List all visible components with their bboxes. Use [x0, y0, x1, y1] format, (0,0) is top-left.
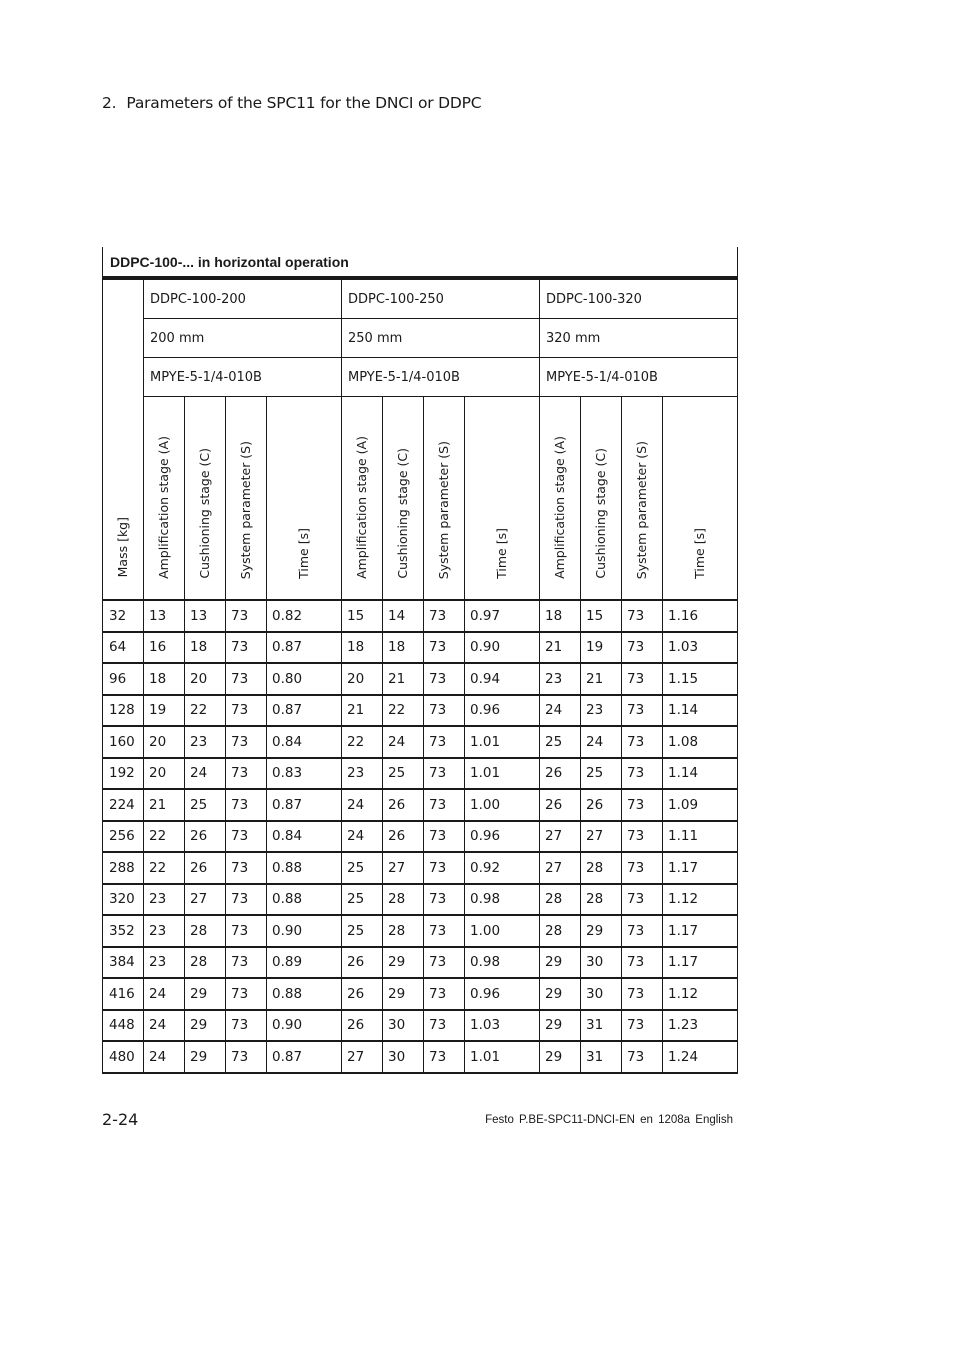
table-cell: 0.96 — [465, 821, 540, 853]
table-cell: 0.88 — [267, 978, 342, 1010]
table-cell: 73 — [226, 758, 267, 790]
table-cell: 0.96 — [465, 978, 540, 1010]
column-header-label: Time [s] — [692, 528, 707, 579]
table-cell: 26 — [540, 758, 581, 790]
table-cell: 26 — [185, 852, 226, 884]
table-cell: 22 — [144, 821, 185, 853]
table-cell: 73 — [424, 600, 465, 632]
table-body — [103, 600, 738, 1073]
table-cell: 26 — [383, 789, 424, 821]
table-cell: 29 — [540, 1041, 581, 1073]
table-row — [103, 947, 738, 979]
table-cell: 73 — [424, 978, 465, 1010]
column-header — [267, 397, 342, 601]
table-cell: 73 — [226, 821, 267, 853]
table-cell: 28 — [581, 852, 622, 884]
table-row — [103, 1010, 738, 1042]
group-model-1: DDPC-100-200 — [144, 278, 342, 319]
table-cell: 1.00 — [465, 915, 540, 947]
table-cell: 25 — [383, 758, 424, 790]
table-cell: 31 — [581, 1041, 622, 1073]
table-cell: 0.90 — [267, 1010, 342, 1042]
table-cell: 25 — [185, 789, 226, 821]
table-cell: 73 — [622, 915, 663, 947]
table-cell: 73 — [424, 852, 465, 884]
table-cell: 1.17 — [663, 915, 738, 947]
table-row — [103, 632, 738, 664]
table-cell: 1.12 — [663, 884, 738, 916]
table-cell: 23 — [540, 663, 581, 695]
column-header — [465, 397, 540, 601]
table-cell: 23 — [342, 758, 383, 790]
mass-cell: 480 — [103, 1041, 144, 1073]
table-cell: 22 — [185, 695, 226, 727]
table-cell: 73 — [424, 726, 465, 758]
column-header — [342, 397, 383, 601]
table-cell: 73 — [424, 947, 465, 979]
table-cell: 0.84 — [267, 726, 342, 758]
table-cell: 25 — [342, 884, 383, 916]
table-cell: 27 — [185, 884, 226, 916]
page-number: 2-24 — [102, 1110, 139, 1129]
table-cell: 1.24 — [663, 1041, 738, 1073]
table-cell: 73 — [226, 1041, 267, 1073]
table-cell: 15 — [581, 600, 622, 632]
table-cell: 20 — [185, 663, 226, 695]
table-cell: 30 — [383, 1010, 424, 1042]
table-cell: 73 — [424, 1041, 465, 1073]
column-header-label: Cushioning stage (C) — [593, 448, 608, 579]
table-cell: 30 — [581, 978, 622, 1010]
mass-cell: 448 — [103, 1010, 144, 1042]
table-cell: 28 — [581, 884, 622, 916]
mass-cell: 384 — [103, 947, 144, 979]
table-cell: 1.14 — [663, 695, 738, 727]
table-cell: 73 — [424, 758, 465, 790]
table-cell: 24 — [144, 1010, 185, 1042]
table-cell: 1.23 — [663, 1010, 738, 1042]
table-cell: 29 — [185, 1041, 226, 1073]
mass-cell: 192 — [103, 758, 144, 790]
table-cell: 23 — [144, 884, 185, 916]
group-stroke-2: 250 mm — [342, 319, 540, 358]
table-cell: 24 — [185, 758, 226, 790]
table-cell: 1.15 — [663, 663, 738, 695]
table-cell: 24 — [144, 978, 185, 1010]
table-cell: 27 — [383, 852, 424, 884]
table-cell: 73 — [226, 600, 267, 632]
table-cell: 21 — [581, 663, 622, 695]
section-title: Parameters of the SPC11 for the DNCI or DDPC — [126, 94, 482, 112]
table-row — [103, 600, 738, 632]
mass-cell: 224 — [103, 789, 144, 821]
table-cell: 0.83 — [267, 758, 342, 790]
table-cell: 27 — [581, 821, 622, 853]
table-cell: 0.88 — [267, 852, 342, 884]
table-cell: 73 — [622, 947, 663, 979]
table-row — [103, 758, 738, 790]
mass-cell: 416 — [103, 978, 144, 1010]
mass-cell: 64 — [103, 632, 144, 664]
table-cell: 73 — [424, 695, 465, 727]
mass-cell: 160 — [103, 726, 144, 758]
table-cell: 73 — [226, 663, 267, 695]
table-cell: 26 — [342, 947, 383, 979]
table-cell: 24 — [342, 789, 383, 821]
table-cell: 30 — [383, 1041, 424, 1073]
table-cell: 29 — [581, 915, 622, 947]
table-cell: 18 — [144, 663, 185, 695]
table-cell: 0.92 — [465, 852, 540, 884]
table-cell: 22 — [342, 726, 383, 758]
table-cell: 73 — [622, 600, 663, 632]
column-header — [663, 397, 738, 601]
table-cell: 73 — [622, 884, 663, 916]
table-cell: 29 — [540, 978, 581, 1010]
table-cell: 14 — [383, 600, 424, 632]
table-cell: 73 — [226, 726, 267, 758]
table-row — [103, 726, 738, 758]
table-cell: 73 — [622, 695, 663, 727]
table-cell: 13 — [185, 600, 226, 632]
table-cell: 18 — [540, 600, 581, 632]
table-cell: 24 — [383, 726, 424, 758]
column-header — [581, 397, 622, 601]
table-cell: 0.87 — [267, 789, 342, 821]
table-cell: 15 — [342, 600, 383, 632]
mass-cell: 288 — [103, 852, 144, 884]
table-cell: 73 — [622, 663, 663, 695]
table-cell: 1.17 — [663, 852, 738, 884]
table-cell: 1.17 — [663, 947, 738, 979]
table-cell: 0.98 — [465, 947, 540, 979]
table-cell: 20 — [144, 758, 185, 790]
table-cell: 1.11 — [663, 821, 738, 853]
table-cell: 30 — [581, 947, 622, 979]
table-cell: 28 — [185, 947, 226, 979]
table-cell: 73 — [226, 1010, 267, 1042]
table-cell: 21 — [144, 789, 185, 821]
table-cell: 25 — [581, 758, 622, 790]
table-cell: 24 — [144, 1041, 185, 1073]
table-cell: 1.12 — [663, 978, 738, 1010]
column-header-label: Cushioning stage (C) — [197, 448, 212, 579]
mass-header — [103, 278, 144, 600]
mass-cell: 320 — [103, 884, 144, 916]
column-header-label: Amplification stage (A) — [552, 436, 567, 579]
table-cell: 73 — [622, 1010, 663, 1042]
table-cell: 1.00 — [465, 789, 540, 821]
column-header-label: System parameter (S) — [634, 440, 649, 579]
table-row — [103, 663, 738, 695]
table-cell: 0.97 — [465, 600, 540, 632]
table-cell: 73 — [424, 789, 465, 821]
table-cell: 26 — [342, 978, 383, 1010]
parameter-table — [102, 247, 738, 1074]
table-cell: 23 — [144, 947, 185, 979]
table-cell: 0.90 — [465, 632, 540, 664]
table-cell: 0.96 — [465, 695, 540, 727]
group-stroke-3: 320 mm — [540, 319, 738, 358]
table-cell: 73 — [622, 758, 663, 790]
table-cell: 26 — [581, 789, 622, 821]
table-cell: 73 — [226, 852, 267, 884]
table-cell: 73 — [226, 884, 267, 916]
column-header-label: Time [s] — [494, 528, 509, 579]
table-cell: 25 — [342, 915, 383, 947]
table-cell: 0.87 — [267, 632, 342, 664]
table-cell: 26 — [185, 821, 226, 853]
table-cell: 28 — [383, 884, 424, 916]
table-cell: 0.82 — [267, 600, 342, 632]
group-valve-1: MPYE-5-1/4-010B — [144, 358, 342, 397]
table-cell: 21 — [342, 695, 383, 727]
table-cell: 24 — [581, 726, 622, 758]
table-cell: 0.89 — [267, 947, 342, 979]
table-cell: 18 — [383, 632, 424, 664]
table-cell: 13 — [144, 600, 185, 632]
table-cell: 24 — [540, 695, 581, 727]
table-cell: 28 — [540, 915, 581, 947]
table-cell: 0.84 — [267, 821, 342, 853]
table-cell: 21 — [540, 632, 581, 664]
mass-cell: 256 — [103, 821, 144, 853]
table-cell: 16 — [144, 632, 185, 664]
table-cell: 73 — [622, 789, 663, 821]
column-header-label: Cushioning stage (C) — [395, 448, 410, 579]
table-row — [103, 695, 738, 727]
table-cell: 73 — [424, 663, 465, 695]
table-cell: 73 — [424, 915, 465, 947]
table-cell: 73 — [424, 884, 465, 916]
table-cell: 29 — [185, 978, 226, 1010]
table-cell: 27 — [342, 1041, 383, 1073]
table-title: DDPC-100-... in horizontal operation — [103, 247, 738, 278]
table-cell: 27 — [540, 852, 581, 884]
table-cell: 1.14 — [663, 758, 738, 790]
table-cell: 73 — [226, 947, 267, 979]
table-row — [103, 1041, 738, 1073]
table-cell: 20 — [144, 726, 185, 758]
table-cell: 0.88 — [267, 884, 342, 916]
table-cell: 73 — [622, 978, 663, 1010]
column-header-label: Time [s] — [296, 528, 311, 579]
table-row — [103, 789, 738, 821]
group-valve-2: MPYE-5-1/4-010B — [342, 358, 540, 397]
table-cell: 73 — [622, 852, 663, 884]
mass-cell: 96 — [103, 663, 144, 695]
table-cell: 20 — [342, 663, 383, 695]
table-cell: 1.01 — [465, 726, 540, 758]
table-cell: 23 — [185, 726, 226, 758]
document-reference: Festo P.BE-SPC11-DNCI-EN en 1208a English — [485, 1114, 733, 1126]
table-cell: 22 — [383, 695, 424, 727]
table-cell: 0.90 — [267, 915, 342, 947]
group-stroke-1: 200 mm — [144, 319, 342, 358]
table-cell: 73 — [226, 915, 267, 947]
table-cell: 73 — [226, 695, 267, 727]
group-valve-3: MPYE-5-1/4-010B — [540, 358, 738, 397]
table-cell: 73 — [226, 632, 267, 664]
column-header — [622, 397, 663, 601]
table-cell: 26 — [342, 1010, 383, 1042]
column-header — [424, 397, 465, 601]
mass-cell: 128 — [103, 695, 144, 727]
column-header — [226, 397, 267, 601]
table-cell: 73 — [226, 978, 267, 1010]
table-cell: 1.08 — [663, 726, 738, 758]
table-row — [103, 884, 738, 916]
table-cell: 18 — [342, 632, 383, 664]
table-row — [103, 978, 738, 1010]
table-cell: 28 — [383, 915, 424, 947]
table-cell: 73 — [424, 1010, 465, 1042]
table-cell: 73 — [226, 789, 267, 821]
table-cell: 0.98 — [465, 884, 540, 916]
column-header-label: System parameter (S) — [436, 440, 451, 579]
column-header — [144, 397, 185, 601]
table-cell: 18 — [185, 632, 226, 664]
table-cell: 1.01 — [465, 758, 540, 790]
table-cell: 28 — [540, 884, 581, 916]
table-row — [103, 821, 738, 853]
table-cell: 1.01 — [465, 1041, 540, 1073]
table-cell: 26 — [540, 789, 581, 821]
section-heading — [102, 94, 481, 112]
table-cell: 29 — [383, 947, 424, 979]
table-cell: 26 — [383, 821, 424, 853]
table-cell: 73 — [622, 1041, 663, 1073]
table-cell: 31 — [581, 1010, 622, 1042]
column-header — [383, 397, 424, 601]
column-header — [185, 397, 226, 601]
column-header — [540, 397, 581, 601]
column-header-label: Amplification stage (A) — [354, 436, 369, 579]
table-cell: 27 — [540, 821, 581, 853]
table-cell: 0.80 — [267, 663, 342, 695]
table-cell: 21 — [383, 663, 424, 695]
group-model-3: DDPC-100-320 — [540, 278, 738, 319]
table-cell: 24 — [342, 821, 383, 853]
table-cell: 28 — [185, 915, 226, 947]
table-row — [103, 915, 738, 947]
table-cell: 0.87 — [267, 1041, 342, 1073]
column-header-label: System parameter (S) — [238, 440, 253, 579]
table-cell: 25 — [342, 852, 383, 884]
table-cell: 23 — [144, 915, 185, 947]
table-cell: 19 — [144, 695, 185, 727]
subheader-row — [103, 397, 738, 601]
table-cell: 0.94 — [465, 663, 540, 695]
table-cell: 1.03 — [663, 632, 738, 664]
table-cell: 19 — [581, 632, 622, 664]
table-cell: 22 — [144, 852, 185, 884]
table-cell: 1.03 — [465, 1010, 540, 1042]
mass-cell: 32 — [103, 600, 144, 632]
table-cell: 25 — [540, 726, 581, 758]
table-cell: 0.87 — [267, 695, 342, 727]
table-cell: 73 — [622, 821, 663, 853]
table-cell: 1.16 — [663, 600, 738, 632]
mass-cell: 352 — [103, 915, 144, 947]
table-cell: 1.09 — [663, 789, 738, 821]
table-cell: 29 — [540, 947, 581, 979]
table-cell: 29 — [383, 978, 424, 1010]
table-cell: 73 — [622, 726, 663, 758]
section-number: 2. — [102, 94, 117, 112]
table-cell: 29 — [540, 1010, 581, 1042]
table-cell: 73 — [622, 632, 663, 664]
mass-header-label: Mass [kg] — [115, 516, 130, 577]
table-cell: 23 — [581, 695, 622, 727]
column-header-label: Amplification stage (A) — [156, 436, 171, 579]
table-cell: 29 — [185, 1010, 226, 1042]
table-cell: 73 — [424, 632, 465, 664]
table-cell: 73 — [424, 821, 465, 853]
table-row — [103, 852, 738, 884]
group-model-2: DDPC-100-250 — [342, 278, 540, 319]
